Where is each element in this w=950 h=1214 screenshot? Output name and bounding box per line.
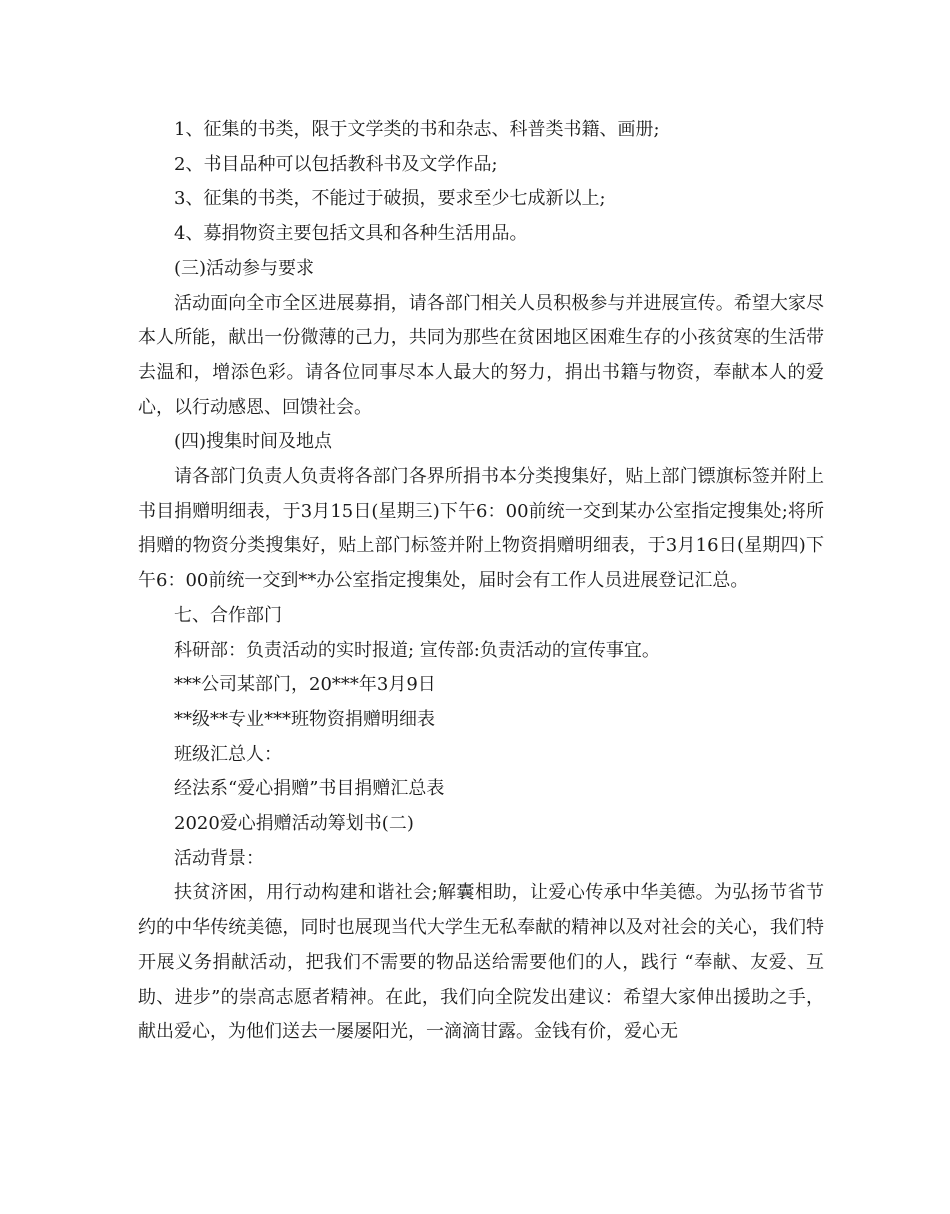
item-book-condition: 3、征集的书类，不能过于破损，要求至少七成新以上; <box>174 188 606 210</box>
section-heading-time-location: (四)搜集时间及地点 <box>174 431 333 453</box>
paragraph-participation: 活动面向全市全区进展募捐，请各部门相关人员积极参与并进展宣传。希望大家尽本人所能，献出一份微薄的己力，共同为那些在贫困地区困难生存的小孩贫寒的生活带去温和，增添色彩。请各位同事尽本人最大的努力，捐出书籍与物资，奉献本人的爱心，以行动感恩、回馈社会。 <box>138 292 824 418</box>
table-title-books: 经法系“爱心捐赠”书目捐赠汇总表 <box>174 778 445 800</box>
table-title-supplies: **级**专业***班物资捐赠明细表 <box>174 708 435 730</box>
paragraph-time-location: 请各部门负责人负责将各部门各界所捐书本分类搜集好，贴上部门镖旗标签并附上书目捐赠明细表，于3月15日(星期三)下午6：00前统一交到某办公室指定搜集处;将所捐赠的物资分类搜集好，贴上部门标签并附上物资捐赠明细表，于3月16日(星期四)下午6：00前统一交到**办公室指定搜集处，届时会有工作人员进展登记汇总。 <box>138 466 824 592</box>
section-heading-participation: (三)活动参与要求 <box>174 257 315 279</box>
document-page <box>138 113 824 1050</box>
signature-line: ***公司某部门，20***年3月9日 <box>174 674 436 696</box>
document-title-part-two: 2020爱心捐赠活动筹划书(二) <box>174 813 414 835</box>
section-heading-cooperation: 七、合作部门 <box>174 604 282 626</box>
paragraph-background: 扶贫济困，用行动构建和谐社会;解囊相助，让爱心传承中华美德。为弘扬节省节约的中华传统美德，同时也展现当代大学生无私奉献的精神以及对社会的关心，我们特开展义务捐献活动，把我们不需要的物品送给需要他们的人，践行 “奉献、友爱、互助、进步”的崇高志愿者精神。在此，我们向全院发出建议：希望大家伸出援助之手，献出爱心，为他们送去一屡屡阳光，一滴滴甘露。金钱有价，爱心无 <box>138 882 824 1043</box>
item-donation-supplies: 4、募捐物资主要包括文具和各种生活用品。 <box>174 223 528 245</box>
paragraph-cooperation: 科研部：负责活动的实时报道; 宣传部:负责活动的宣传事宜。 <box>174 639 660 661</box>
item-book-types: 1、征集的书类，限于文学类的书和杂志、科普类书籍、画册; <box>174 119 660 140</box>
class-summarizer-label: 班级汇总人： <box>174 743 282 765</box>
section-heading-background: 活动背景： <box>174 847 264 869</box>
item-book-varieties: 2、书目品种可以包括教科书及文学作品; <box>174 153 498 175</box>
